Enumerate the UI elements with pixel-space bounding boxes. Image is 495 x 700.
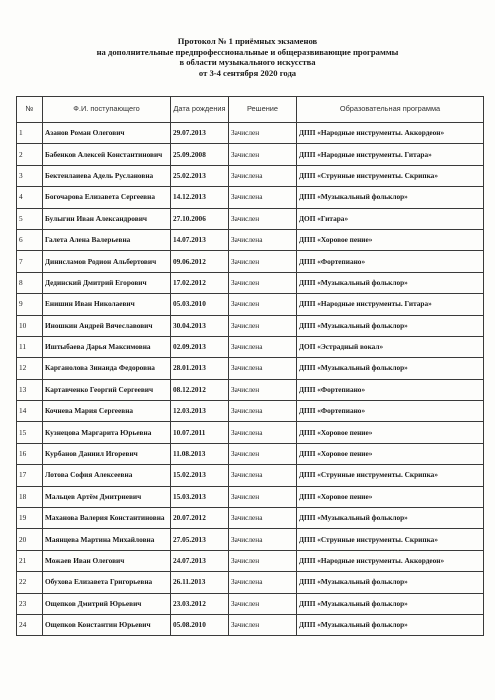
birth-date: 05.03.2010 [171, 294, 229, 315]
decision: Зачислен [229, 550, 297, 571]
decision: Зачислен [229, 251, 297, 272]
row-number: 18 [17, 486, 43, 507]
applicant-name: Можаев Иван Олегович [43, 550, 171, 571]
row-number: 23 [17, 593, 43, 614]
table-row [17, 208, 484, 229]
row-number: 15 [17, 422, 43, 443]
program: ДПП «Музыкальный фольклор» [297, 572, 484, 593]
row-number: 9 [17, 294, 43, 315]
table-row [17, 336, 484, 357]
decision: Зачислена [229, 358, 297, 379]
program: ДПП «Музыкальный фольклор» [297, 187, 484, 208]
row-number: 22 [17, 572, 43, 593]
row-number: 3 [17, 165, 43, 186]
decision: Зачислен [229, 614, 297, 635]
row-number: 7 [17, 251, 43, 272]
table-row [17, 572, 484, 593]
program: ДПП «Хоровое пение» [297, 443, 484, 464]
decision: Зачислен [229, 315, 297, 336]
column-header-name: Ф.И. поступающего [43, 97, 171, 123]
row-number: 6 [17, 229, 43, 250]
program: ДПП «Струнные инструменты. Скрипка» [297, 465, 484, 486]
row-number: 16 [17, 443, 43, 464]
table-row [17, 229, 484, 250]
column-header-decision: Решение [229, 97, 297, 123]
program: ДПП «Хоровое пение» [297, 486, 484, 507]
program: ДПП «Музыкальный фольклор» [297, 315, 484, 336]
table-row [17, 187, 484, 208]
birth-date: 25.09.2008 [171, 144, 229, 165]
row-number: 19 [17, 508, 43, 529]
table-row [17, 315, 484, 336]
table-row [17, 486, 484, 507]
decision: Зачислен [229, 123, 297, 144]
table-row [17, 144, 484, 165]
column-header-number: № [17, 97, 43, 123]
table-header-row [17, 97, 484, 123]
table-row [17, 593, 484, 614]
decision: Зачислена [229, 165, 297, 186]
table-row [17, 614, 484, 635]
row-number: 24 [17, 614, 43, 635]
row-number: 12 [17, 358, 43, 379]
program: ДПП «Фортепиано» [297, 401, 484, 422]
table-row [17, 443, 484, 464]
table-row [17, 550, 484, 571]
decision: Зачислен [229, 208, 297, 229]
birth-date: 24.07.2013 [171, 550, 229, 571]
birth-date: 23.03.2012 [171, 593, 229, 614]
decision: Зачислена [229, 336, 297, 357]
decision: Зачислена [229, 422, 297, 443]
program: ДПП «Народные инструменты. Гитара» [297, 144, 484, 165]
table-row [17, 358, 484, 379]
applicant-name: Ощепков Дмитрий Юрьевич [43, 593, 171, 614]
admission-table [16, 96, 484, 636]
decision: Зачислен [229, 486, 297, 507]
applicant-name: Енишин Иван Николаевич [43, 294, 171, 315]
birth-date: 08.12.2012 [171, 379, 229, 400]
heading-line: Протокол № 1 приёмных экзаменов [177, 36, 318, 46]
table-row [17, 251, 484, 272]
row-number: 5 [17, 208, 43, 229]
program: ДПП «Музыкальный фольклор» [297, 593, 484, 614]
table-row [17, 272, 484, 293]
program: ДПП «Фортепиано» [297, 251, 484, 272]
applicant-name: Картавченко Георгий Сергеевич [43, 379, 171, 400]
row-number: 4 [17, 187, 43, 208]
birth-date: 14.07.2013 [171, 229, 229, 250]
decision: Зачислен [229, 443, 297, 464]
applicant-name: Карганолова Зинаида Федоровна [43, 358, 171, 379]
row-number: 1 [17, 123, 43, 144]
applicant-name: Богочарова Елизавета Сергеевна [43, 187, 171, 208]
program: ДПП «Хоровое пение» [297, 229, 484, 250]
decision: Зачислена [229, 508, 297, 529]
applicant-name: Мальцев Артём Дмитриевич [43, 486, 171, 507]
birth-date: 10.07.2011 [171, 422, 229, 443]
applicant-name: Кочнева Мария Сергеевна [43, 401, 171, 422]
applicant-name: Иштыбаева Дарья Максимовна [43, 336, 171, 357]
birth-date: 02.09.2013 [171, 336, 229, 357]
decision: Зачислен [229, 294, 297, 315]
program: ДПП «Струнные инструменты. Скрипка» [297, 529, 484, 550]
applicant-name: Курбанов Даниил Игоревич [43, 443, 171, 464]
program: ДПП «Народные инструменты. Гитара» [297, 294, 484, 315]
applicant-name: Бектенлаиева Адель Руслановна [43, 165, 171, 186]
row-number: 14 [17, 401, 43, 422]
applicant-name: Динисламов Родион Альбертович [43, 251, 171, 272]
decision: Зачислен [229, 272, 297, 293]
decision: Зачислен [229, 593, 297, 614]
birth-date: 29.07.2013 [171, 123, 229, 144]
heading-line: на дополнительные предпрофессиональные и общеразвивающие программы [96, 46, 399, 57]
applicant-name: Иношкин Андрей Вячеславович [43, 315, 171, 336]
table-row [17, 123, 484, 144]
decision: Зачислен [229, 379, 297, 400]
birth-date: 20.07.2012 [171, 508, 229, 529]
applicant-name: Обухова Елизавета Григорьевна [43, 572, 171, 593]
program: ДПП «Музыкальный фольклор» [297, 508, 484, 529]
row-number: 17 [17, 465, 43, 486]
decision: Зачислена [229, 401, 297, 422]
program: ДОП «Эстрадный вокал» [297, 336, 484, 357]
column-header-birth-date: Дата рождения [171, 97, 229, 123]
protocol-heading [60, 36, 435, 78]
row-number: 10 [17, 315, 43, 336]
applicant-name: Бабенков Алексей Константинович [43, 144, 171, 165]
applicant-name: Лотова София Алексеевна [43, 465, 171, 486]
applicant-name: Ощепков Константин Юрьевич [43, 614, 171, 635]
table-body [17, 123, 484, 636]
table-row [17, 465, 484, 486]
applicant-name: Дединский Дмитрий Егорович [43, 272, 171, 293]
program: ДПП «Народные инструменты. Аккордеон» [297, 123, 484, 144]
birth-date: 27.10.2006 [171, 208, 229, 229]
birth-date: 15.03.2013 [171, 486, 229, 507]
table-row [17, 379, 484, 400]
program: ДПП «Музыкальный фольклор» [297, 614, 484, 635]
applicant-name: Азанов Роман Олегович [43, 123, 171, 144]
applicant-name: Маянцева Мартина Михайловна [43, 529, 171, 550]
applicant-name: Маханова Валерия Константиновна [43, 508, 171, 529]
birth-date: 26.11.2013 [171, 572, 229, 593]
program: ДПП «Фортепиано» [297, 379, 484, 400]
birth-date: 11.08.2013 [171, 443, 229, 464]
birth-date: 28.01.2013 [171, 358, 229, 379]
decision: Зачислена [229, 572, 297, 593]
birth-date: 17.02.2012 [171, 272, 229, 293]
decision: Зачислена [229, 187, 297, 208]
row-number: 8 [17, 272, 43, 293]
table-row [17, 529, 484, 550]
applicant-name: Кузнецова Маргарита Юрьевна [43, 422, 171, 443]
program: ДПП «Хоровое пение» [297, 422, 484, 443]
table-row [17, 401, 484, 422]
decision: Зачислена [229, 229, 297, 250]
birth-date: 09.06.2012 [171, 251, 229, 272]
row-number: 11 [17, 336, 43, 357]
birth-date: 15.02.2013 [171, 465, 229, 486]
program: ДПП «Струнные инструменты. Скрипка» [297, 165, 484, 186]
heading-line: от 3-4 сентября 2020 года [198, 67, 297, 78]
birth-date: 30.04.2013 [171, 315, 229, 336]
program: ДОП «Гитара» [297, 208, 484, 229]
row-number: 13 [17, 379, 43, 400]
row-number: 20 [17, 529, 43, 550]
row-number: 2 [17, 144, 43, 165]
birth-date: 27.05.2013 [171, 529, 229, 550]
heading-line: в области музыкального искусства [179, 57, 316, 68]
row-number: 21 [17, 550, 43, 571]
table-row [17, 508, 484, 529]
program: ДПП «Музыкальный фольклор» [297, 358, 484, 379]
decision: Зачислен [229, 144, 297, 165]
decision: Зачислена [229, 529, 297, 550]
birth-date: 12.03.2013 [171, 401, 229, 422]
program: ДПП «Народные инструменты. Аккордеон» [297, 550, 484, 571]
decision: Зачислена [229, 465, 297, 486]
applicant-name: Булыгин Иван Александрович [43, 208, 171, 229]
birth-date: 05.08.2010 [171, 614, 229, 635]
table-row [17, 165, 484, 186]
birth-date: 14.12.2013 [171, 187, 229, 208]
birth-date: 25.02.2013 [171, 165, 229, 186]
program: ДПП «Музыкальный фольклор» [297, 272, 484, 293]
table-row [17, 422, 484, 443]
applicant-name: Галета Алена Валерьевна [43, 229, 171, 250]
table-row [17, 294, 484, 315]
column-header-program: Образовательная программа [297, 97, 484, 123]
